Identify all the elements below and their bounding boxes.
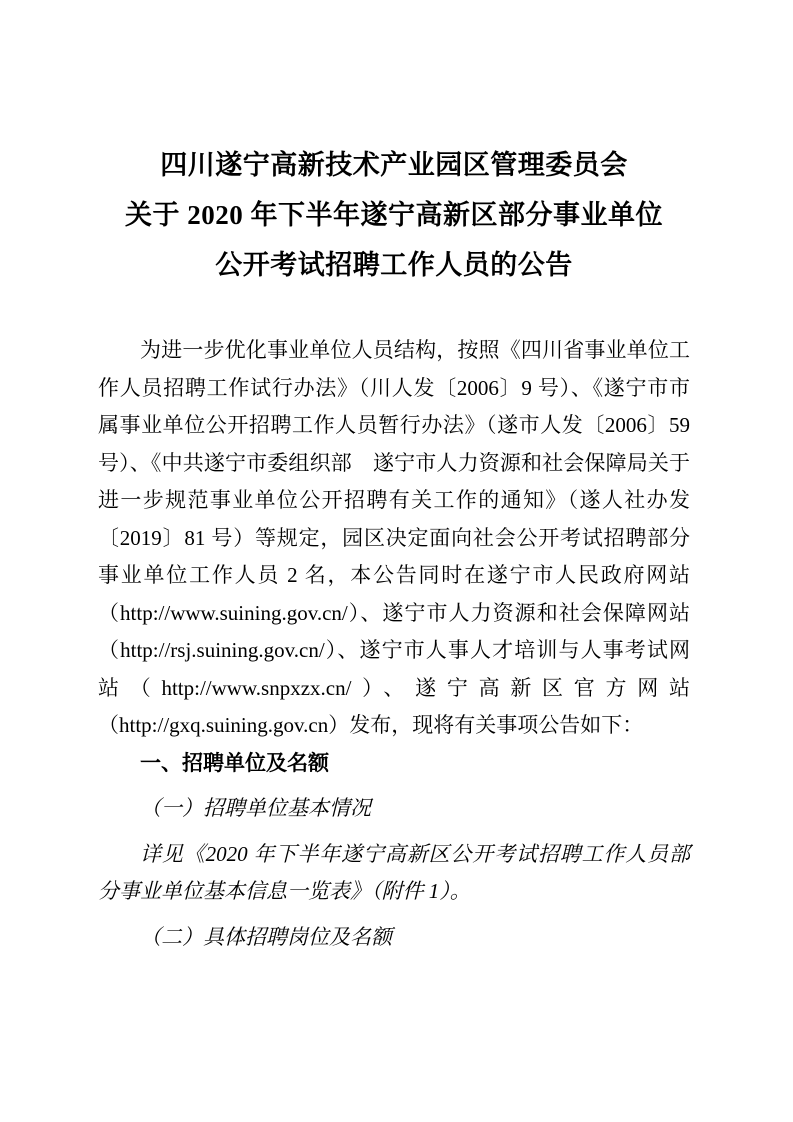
text-line: 详见《2020 年下半年遂宁高新区公开考试招聘工作人员部 bbox=[140, 841, 690, 866]
text-line: （http://rsj.suining.gov.cn/）、遂宁市人事人才培训与人事考试网 bbox=[98, 638, 690, 662]
text-line: 公开考试招聘工作人员的公告 bbox=[215, 250, 573, 280]
text-line: 进一步规范事业单位公开招聘有关工作的通知》（遂人社办发 bbox=[98, 488, 690, 512]
document-title bbox=[98, 140, 690, 290]
intro-paragraph bbox=[98, 332, 690, 745]
section1-detail-paragraph bbox=[98, 836, 690, 911]
section1-subheading-2: （二）具体招聘岗位及名额 bbox=[140, 924, 392, 949]
text-line: （http://www.suining.gov.cn/）、遂宁市人力资源和社会保障网站 bbox=[98, 600, 690, 625]
text-line: 分事业单位基本信息一览表》（附件 1）。 bbox=[98, 879, 471, 903]
text-line: 四川遂宁高新技术产业园区管理委员会 bbox=[160, 150, 628, 180]
text-line: 〔2019〕81 号）等规定，园区决定面向社会公开考试招聘部分 bbox=[98, 525, 690, 550]
text-line: 号）、《中共遂宁市委组织部 遂宁市人力资源和社会保障局关于 bbox=[98, 450, 690, 475]
text-line: （http://gxq.suining.gov.cn）发布，现将有关事项公告如下： bbox=[98, 713, 644, 737]
section1-subheading-1: （一）招聘单位基本情况 bbox=[140, 796, 371, 820]
text-line: 事业单位工作人员 2 名，本公告同时在遂宁市人民政府网站 bbox=[98, 563, 690, 587]
text-line: 作人员招聘工作试行办法》（川人发〔2006〕9 号）、《遂宁市市 bbox=[98, 375, 690, 400]
text-line: 为进一步优化事业单位人员结构，按照《四川省事业单位工 bbox=[140, 338, 690, 362]
text-line: 属事业单位公开招聘工作人员暂行办法》（遂市人发〔2006〕59 bbox=[98, 413, 690, 437]
section1-heading: 一、招聘单位及名额 bbox=[140, 751, 329, 775]
text-line: 站（http://www.snpxzx.cn/）、遂宁高新区官方网站 bbox=[98, 675, 690, 700]
document-content bbox=[98, 140, 690, 956]
text-line: 关于 2020 年下半年遂宁高新区部分事业单位 bbox=[125, 200, 663, 230]
